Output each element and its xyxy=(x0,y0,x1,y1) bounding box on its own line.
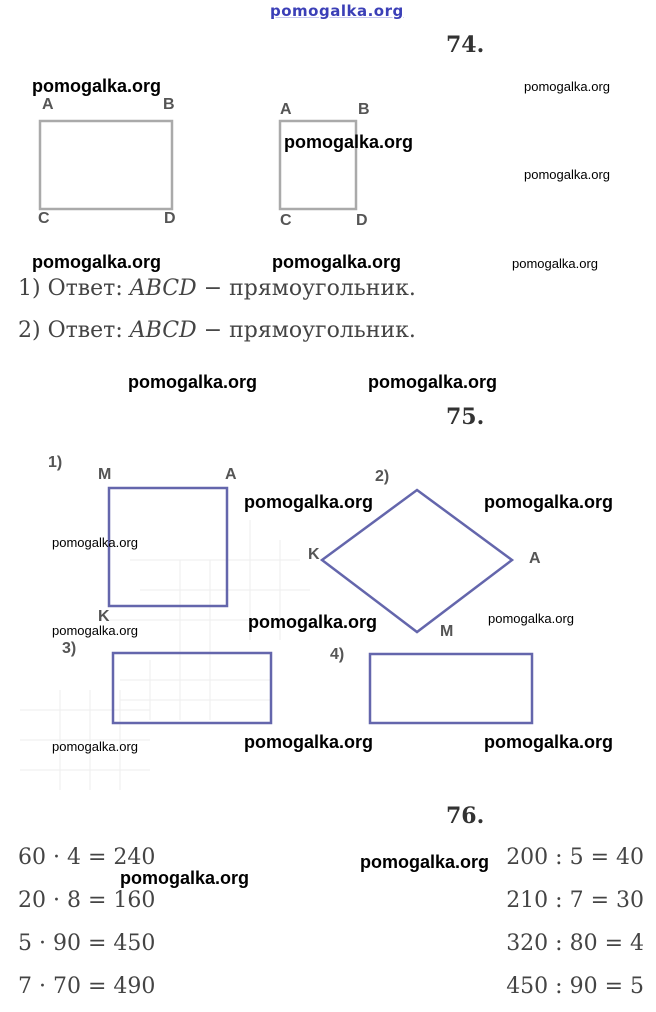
equation-left: 5 · 90 = 450 xyxy=(18,931,156,956)
watermark: pomogalka.org xyxy=(524,167,610,182)
equation-right: 200 : 5 = 40 xyxy=(506,845,644,870)
watermark: pomogalka.org xyxy=(360,852,490,872)
equation-left: 20 · 8 = 160 xyxy=(18,888,156,913)
watermark: pomogalka.org xyxy=(52,739,138,754)
watermark: pomogalka.org xyxy=(128,372,258,392)
problem-75-number: 75. xyxy=(446,404,485,430)
watermark: pomogalka.org xyxy=(244,732,374,752)
answer-2: 2) Ответ: ABCD − прямоугольник. xyxy=(18,318,416,343)
vertex-label: C xyxy=(38,210,50,227)
vertex-label: C xyxy=(280,212,292,229)
watermark: pomogalka.org xyxy=(368,372,498,392)
vertex-label: D xyxy=(356,212,368,229)
vertex-label: M xyxy=(440,623,454,640)
item-number: 3) xyxy=(62,640,77,657)
vertex-label: D xyxy=(164,210,176,227)
vertex-label: K xyxy=(98,608,110,625)
watermark: pomogalka.org xyxy=(284,132,414,152)
problem-76-number: 76. xyxy=(446,803,485,829)
watermark: pomogalka.org xyxy=(32,76,162,96)
equation-left: 7 · 70 = 490 xyxy=(18,974,156,999)
rectangle-abcd-1 xyxy=(40,121,172,209)
equation-right: 210 : 7 = 30 xyxy=(506,888,644,913)
vertex-label: A xyxy=(225,466,237,483)
item-number: 4) xyxy=(330,646,345,663)
vertex-label: K xyxy=(308,546,320,563)
problem-74-number: 74. xyxy=(446,32,485,58)
vertex-label: M xyxy=(98,466,112,483)
vertex-label: A xyxy=(42,96,54,113)
watermark: pomogalka.org xyxy=(272,252,402,272)
equation-right: 320 : 80 = 4 xyxy=(506,931,644,956)
item-number: 2) xyxy=(375,468,390,485)
watermark: pomogalka.org xyxy=(484,732,614,752)
vertex-label: A xyxy=(280,101,292,118)
answer-1: 1) Ответ: ABCD − прямоугольник. xyxy=(18,276,416,301)
item-number: 1) xyxy=(48,454,63,471)
top-watermark[interactable]: pomogalka.org xyxy=(270,2,404,20)
vertex-label: A xyxy=(529,550,541,567)
watermark: pomogalka.org xyxy=(488,611,574,626)
watermark: pomogalka.org xyxy=(52,535,138,550)
watermark: pomogalka.org xyxy=(120,868,250,888)
rectangle-4 xyxy=(370,654,532,723)
equation-right: 450 : 90 = 5 xyxy=(506,974,644,999)
watermark: pomogalka.org xyxy=(32,252,162,272)
watermark: pomogalka.org xyxy=(52,623,138,638)
watermark: pomogalka.org xyxy=(484,492,614,512)
vertex-label: B xyxy=(358,101,370,118)
watermark: pomogalka.org xyxy=(248,612,378,632)
watermark: pomogalka.org xyxy=(244,492,374,512)
watermark: pomogalka.org xyxy=(512,256,598,271)
rectangle-3 xyxy=(113,653,271,723)
watermark: pomogalka.org xyxy=(524,79,610,94)
vertex-label: B xyxy=(163,96,175,113)
equation-left: 60 · 4 = 240 xyxy=(18,845,156,870)
